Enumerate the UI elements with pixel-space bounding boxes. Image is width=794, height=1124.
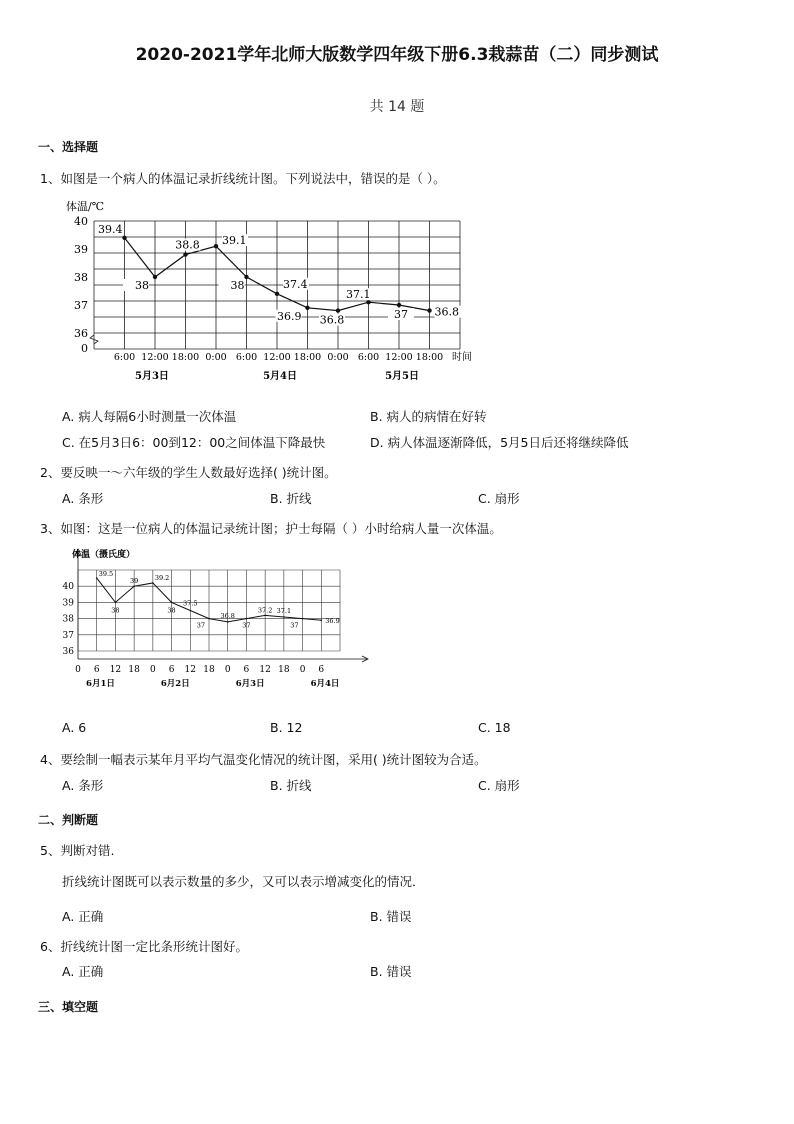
section-choice-heading: 一、选择题 — [38, 140, 99, 154]
chart-2-point — [227, 621, 229, 623]
chart-2-x-tick: 18 — [128, 665, 140, 675]
chart-1-x-tick: 0:00 — [327, 352, 349, 363]
chart-2-data-label: 37 — [196, 621, 205, 630]
chart-1-day-label: 5月5日 — [385, 371, 420, 382]
chart-2-data-label: 39.5 — [98, 570, 114, 579]
chart-2-day-label: 6月2日 — [160, 679, 190, 689]
chart-2-day-label: 6月1日 — [86, 679, 115, 689]
question-5-text: 5、判断对错. — [40, 843, 115, 858]
chart-1-data-label: 38 — [230, 279, 245, 292]
q1-option-a[interactable]: A. 病人每隔6小时测量一次体温 — [62, 409, 237, 424]
chart-2-data-label: 37 — [290, 621, 299, 630]
chart-2-data-label: 37.2 — [257, 606, 273, 615]
chart-1-data-label: 36.8 — [319, 313, 345, 327]
chart-1-x-tick: 0:00 — [205, 352, 227, 363]
chart-2-point — [133, 585, 135, 587]
chart-2-y-tick: 40 — [62, 582, 74, 593]
chart-2-data-label: 38 — [167, 606, 176, 615]
chart-1-x-tick: 18:00 — [171, 352, 200, 363]
chart-2-day-label: 6月3日 — [235, 679, 265, 689]
q2-option-c[interactable]: C. 扇形 — [478, 491, 520, 506]
chart-2-x-tick: 12 — [109, 665, 122, 675]
chart-2-x-tick: 0 — [299, 665, 306, 675]
chart-2-data-label: 38 — [111, 606, 120, 615]
chart-2-x-tick: 12 — [184, 665, 197, 675]
question-2-text: 2、要反映一～六年级的学生人数最好选择( )统计图。 — [40, 465, 337, 480]
chart-2-x-tick: 6 — [243, 665, 250, 675]
chart-2-data-label: 39 — [130, 577, 139, 586]
chart-1-point — [427, 308, 431, 312]
chart-1-data-label: 38 — [135, 279, 149, 292]
q5-option-a[interactable]: A. 正确 — [62, 909, 104, 924]
document-title: 2020-2021学年北师大版数学四年级下册6.3栽蒜苗（二）同步测试 — [135, 45, 659, 65]
chart-2-point — [246, 618, 248, 620]
chart-2-y-tick: 36 — [62, 647, 74, 657]
q5-option-b[interactable]: B. 错误 — [370, 909, 412, 924]
chart-1-point — [244, 275, 248, 279]
chart-2-data-label: 39.2 — [154, 573, 170, 582]
chart-1-data-label: 37.1 — [346, 288, 371, 302]
chart-2-data-label: 36.9 — [325, 617, 340, 626]
chart-2-x-tick: 18 — [203, 665, 215, 675]
chart-2-x-tick: 6 — [93, 665, 100, 675]
chart-2-x-tick: 12 — [259, 665, 271, 675]
chart-1-x-tick: 6:00 — [357, 352, 380, 363]
chart-1-y-tick: 37 — [74, 299, 88, 312]
question-6-text: 6、折线统计图一定比条形统计图好。 — [40, 939, 248, 954]
q6-option-b[interactable]: B. 错误 — [370, 964, 412, 979]
question-1-text: 1、如图是一个病人的体温记录折线统计图。下列说法中，错误的是（ ）。 — [40, 171, 446, 186]
chart-2-data-label: 36.8 — [220, 611, 235, 620]
question-5-statement: 折线统计图既可以表示数量的多少，又可以表示增减变化的情况． — [62, 874, 425, 889]
q2-option-a[interactable]: A. 条形 — [62, 491, 104, 506]
chart-1-y-tick: 38 — [74, 271, 88, 284]
chart-1-data-label: 37.4 — [283, 277, 308, 291]
chart-2-data-label: 37.5 — [183, 599, 198, 608]
section-judge-heading: 二、判断题 — [38, 813, 99, 827]
chart-1-y-tick: 36 — [74, 327, 88, 340]
q1-option-c[interactable]: C. 在5月3日6：00到12：00之间体温下降最快 — [62, 435, 326, 450]
chart-2-point — [320, 619, 322, 621]
q3-option-c[interactable]: C. 18 — [478, 720, 511, 735]
question-3-text: 3、如图：这是一位病人的体温记录统计图；护士每隔（ ）小时给病人量一次体温。 — [40, 521, 502, 536]
chart-2-x-tick: 0 — [149, 665, 156, 675]
chart-2-ylabel: 体温（摄氏度） — [72, 550, 136, 560]
q1-option-b[interactable]: B. 病人的病情在好转 — [370, 409, 487, 424]
chart-1-point — [214, 244, 218, 248]
chart-2-x-tick: 0 — [75, 665, 81, 675]
chart-1-point — [305, 306, 309, 310]
chart-2-x-tick: 6 — [168, 665, 175, 675]
chart-1-point — [122, 236, 126, 240]
chart-2-x-tick: 6 — [318, 665, 325, 675]
chart-2-data-label: 37 — [242, 621, 251, 630]
q4-option-b[interactable]: B. 折线 — [270, 778, 312, 793]
chart-1-point — [397, 303, 401, 307]
chart-2-point — [189, 610, 191, 612]
q4-option-a[interactable]: A. 条形 — [62, 778, 104, 793]
chart-1-ylabel: 体温/℃ — [66, 200, 105, 213]
chart-1-day-label: 5月4日 — [263, 371, 298, 382]
chart-1-point — [336, 308, 340, 312]
chart-2-y-tick: 38 — [62, 614, 74, 625]
q1-option-d[interactable]: D. 病人体温逐渐降低，5月5日后还将继续降低 — [370, 435, 629, 450]
q3-option-a[interactable]: A. 6 — [62, 720, 87, 735]
chart-1-x-tick: 12:00 — [141, 352, 169, 363]
chart-2-point — [208, 618, 210, 620]
chart-1-y-tick: 39 — [74, 243, 88, 256]
chart-1-y-tick: 40 — [74, 215, 88, 228]
chart-1-x-tick: 6:00 — [235, 352, 258, 363]
section-fill-heading: 三、填空题 — [38, 1000, 99, 1014]
q4-option-c[interactable]: C. 扇形 — [478, 778, 520, 793]
chart-2-point — [283, 616, 285, 618]
q2-option-b[interactable]: B. 折线 — [270, 491, 312, 506]
chart-2 — [60, 543, 380, 693]
chart-2-point — [96, 577, 98, 579]
chart-1-x-tick: 18:00 — [415, 352, 444, 363]
chart-1-day-label: 5月3日 — [134, 371, 169, 382]
chart-2-day-label: 6月4日 — [310, 679, 340, 689]
q3-option-b[interactable]: B. 12 — [270, 720, 303, 735]
chart-1-data-label: 36.9 — [277, 309, 302, 323]
chart-2-data-label: 37.1 — [276, 606, 292, 615]
chart-1-data-label: 37 — [394, 308, 408, 321]
chart-1-y-tick: 0 — [81, 342, 88, 355]
q6-option-a[interactable]: A. 正确 — [62, 964, 104, 979]
chart-1-data-label: 39.1 — [222, 234, 247, 248]
question-count: 共 14 题 — [369, 99, 425, 115]
chart-2-y-tick: 39 — [62, 598, 74, 609]
chart-2-x-tick: 18 — [278, 665, 290, 675]
chart-1-x-tick: 6:00 — [113, 352, 136, 363]
chart-2-point — [264, 615, 266, 617]
chart-1-x-tick: 12:00 — [263, 352, 291, 363]
chart-1-point — [183, 252, 187, 256]
chart-1-data-label: 38.8 — [175, 238, 200, 252]
question-4-text: 4、要绘制一幅表示某年月平均气温变化情况的统计图，采用( )统计图较为合适。 — [40, 752, 487, 767]
chart-1-point — [153, 275, 157, 279]
chart-1-x-tick: 12:00 — [385, 352, 413, 363]
chart-2-point — [302, 618, 304, 620]
chart-1-x-tick: 18:00 — [293, 352, 322, 363]
chart-2-y-tick: 37 — [62, 630, 74, 641]
chart-2-point — [115, 602, 117, 604]
chart-2-x-tick: 0 — [224, 665, 231, 675]
chart-1 — [60, 196, 490, 386]
chart-2-point — [171, 602, 173, 604]
chart-1-data-label: 39.4 — [98, 222, 123, 236]
chart-2-point — [152, 582, 154, 584]
chart-1-data-label: 36.8 — [434, 305, 459, 319]
chart-1-point — [275, 292, 279, 296]
chart-1-xlabel: 时间 — [452, 352, 472, 363]
